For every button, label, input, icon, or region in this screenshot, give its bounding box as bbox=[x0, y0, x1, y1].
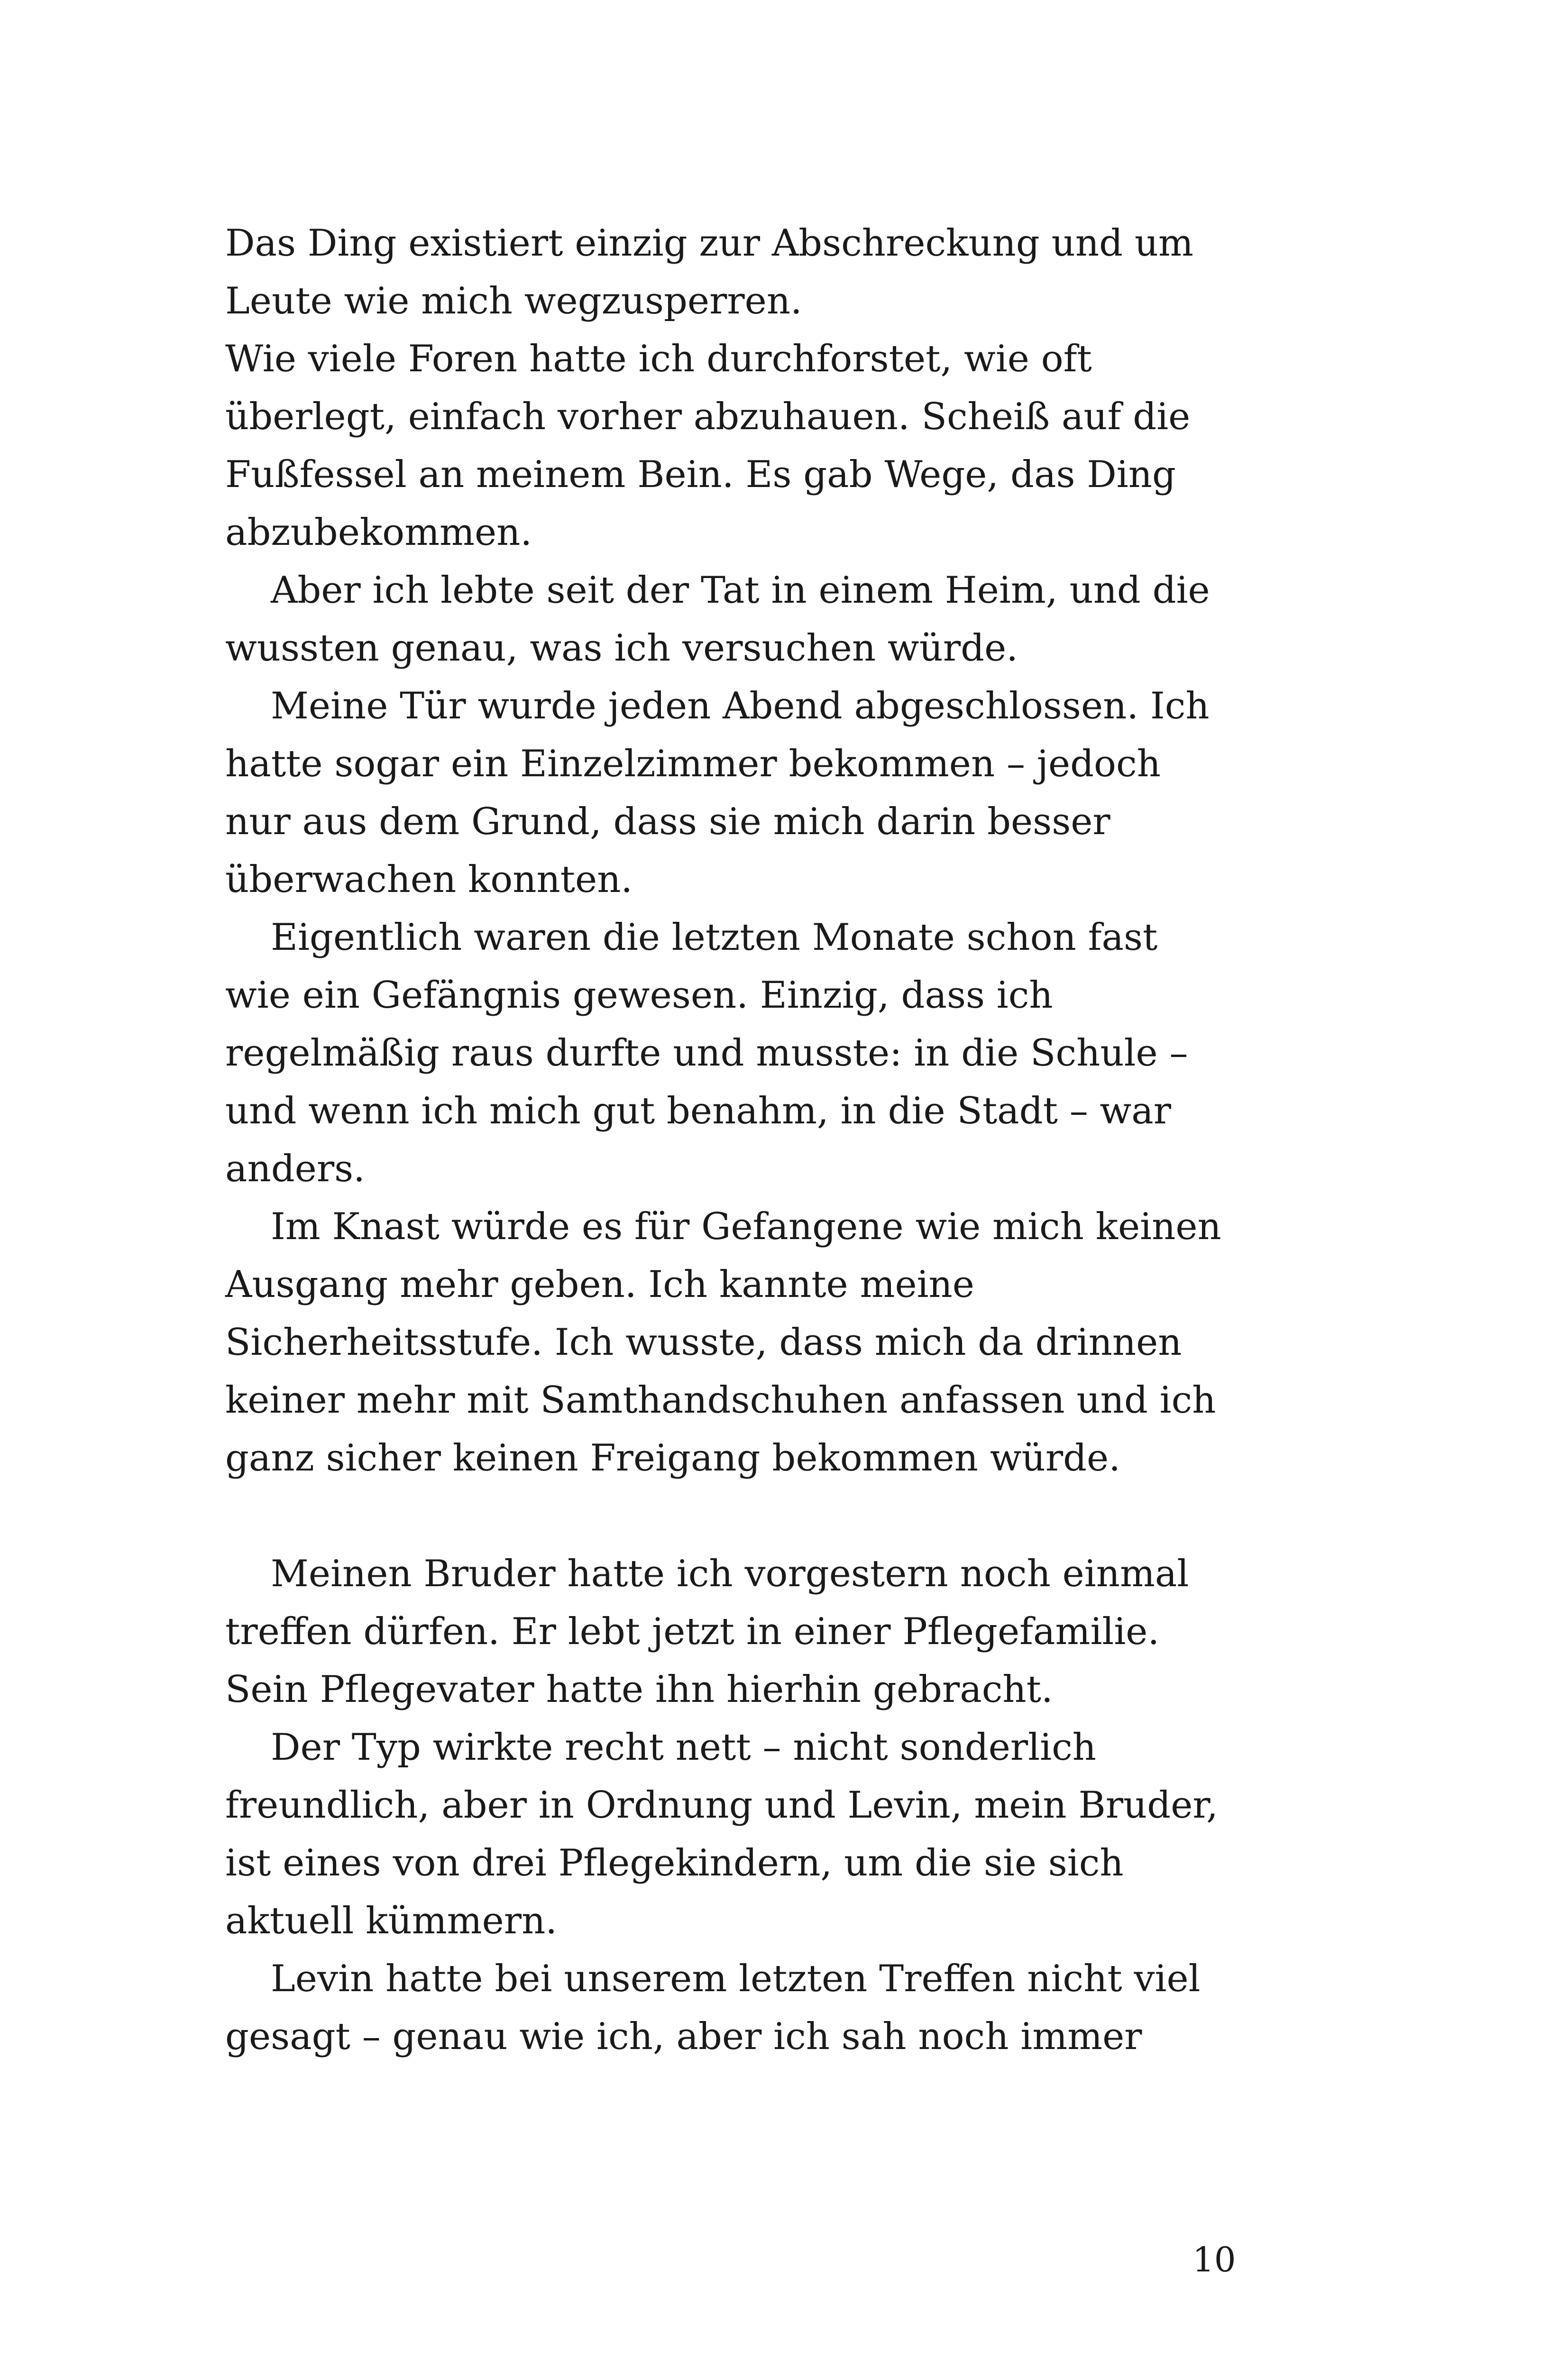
text-line: Leute wie mich wegzusperren. bbox=[225, 280, 802, 322]
text-line: treffen dürfen. Er lebt jetzt in einer Pflegefamilie. bbox=[225, 1610, 1160, 1653]
text-line: regelmäßig raus durfte und musste: in die Schule – bbox=[225, 1032, 1188, 1075]
text-line: Fußfessel an meinem Bein. Es gab Wege, das Ding bbox=[225, 453, 1176, 496]
text-line: Das Ding existiert einzig zur Abschreckung und um bbox=[225, 222, 1194, 265]
text-line: überlegt, einfach vorher abzuhauen. Scheiß auf die bbox=[225, 395, 1191, 438]
text-line: nur aus dem Grund, dass sie mich darin besser bbox=[225, 800, 1110, 843]
text-line: Sicherheitsstufe. Ich wusste, dass mich da drinnen bbox=[225, 1321, 1182, 1364]
text-line: Ausgang mehr geben. Ich kannte meine bbox=[225, 1263, 974, 1306]
text-line: wussten genau, was ich versuchen würde. bbox=[225, 627, 1018, 670]
text-line: aktuell kümmern. bbox=[225, 1900, 558, 1942]
text-line: abzubekommen. bbox=[225, 511, 532, 554]
text-line: ganz sicher keinen Freigang bekommen würde. bbox=[225, 1437, 1120, 1480]
page-number: 10 bbox=[1192, 2240, 1236, 2279]
text-line: Levin hatte bei unserem letzten Treffen nicht viel bbox=[271, 1957, 1201, 2000]
text-line: wie ein Gefängnis gewesen. Einzig, dass ich bbox=[225, 974, 1053, 1017]
text-line: Eigentlich waren die letzten Monate schon fast bbox=[271, 916, 1158, 959]
text-line: Aber ich lebte seit der Tat in einem Heim, und die bbox=[271, 569, 1210, 612]
text-line: hatte sogar ein Einzelzimmer bekommen – jedoch bbox=[225, 743, 1161, 785]
text-line: Wie viele Foren hatte ich durchforstet, wie oft bbox=[225, 338, 1092, 380]
text-line: und wenn ich mich gut benahm, in die Stadt – war bbox=[225, 1090, 1172, 1132]
text-line: überwachen konnten. bbox=[225, 858, 633, 901]
paragraph-break bbox=[225, 1487, 1316, 1545]
text-line: keiner mehr mit Samthandschuhen anfassen und ich bbox=[225, 1379, 1216, 1422]
text-line: Meinen Bruder hatte ich vorgestern noch einmal bbox=[271, 1553, 1189, 1595]
text-line: anders. bbox=[225, 1148, 365, 1190]
text-line: Im Knast würde es für Gefangene wie mich keinen bbox=[271, 1205, 1221, 1248]
body-text bbox=[225, 214, 1316, 2066]
text-line: freundlich, aber in Ordnung und Levin, mein Bruder, bbox=[225, 1784, 1218, 1827]
text-line: Der Typ wirkte recht nett – nicht sonderlich bbox=[271, 1726, 1096, 1769]
text-line: ist eines von drei Pflegekindern, um die sie sich bbox=[225, 1842, 1124, 1884]
text-line: gesagt – genau wie ich, aber ich sah noch immer bbox=[225, 2015, 1142, 2058]
text-line: Meine Tür wurde jeden Abend abgeschlossen. Ich bbox=[271, 685, 1210, 727]
text-line: Sein Pflegevater hatte ihn hierhin gebracht. bbox=[225, 1668, 1053, 1711]
